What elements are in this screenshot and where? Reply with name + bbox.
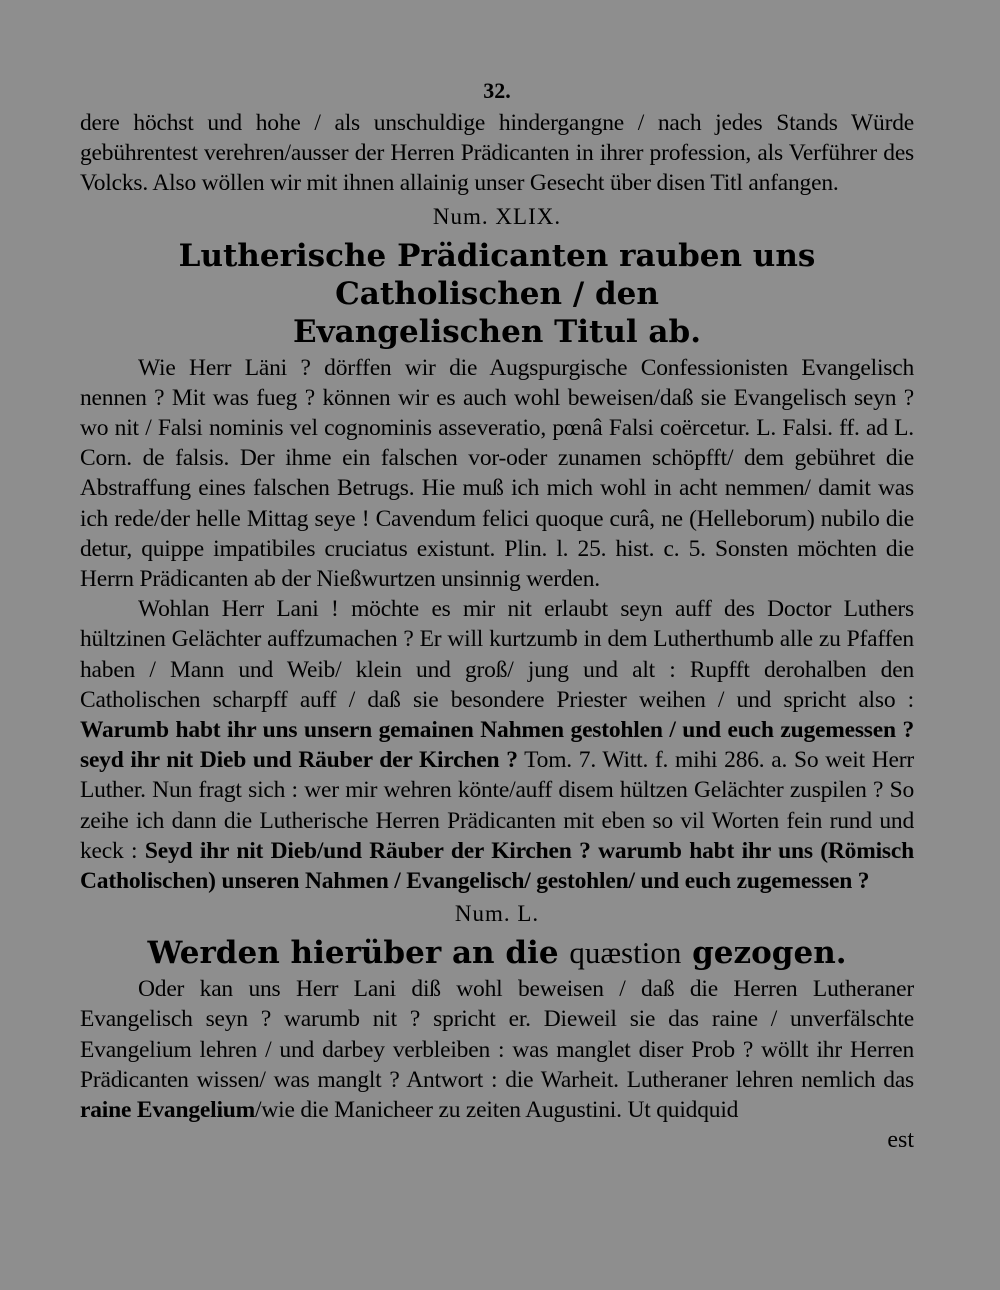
section-title-suffix: gezogen. [692,935,847,972]
section-title-l [80,934,914,972]
opening-paragraph: dere höchst und hohe / als unschuldige hindergangne / nach jedes Stands Würde gebührentest verehren/ausser der Herren Prädicanten in ihrer profession, als Verführer des Volcks. Also wöllen wir mit ihnen allainig unser Gesecht über disen Titl anfangen. [80,110,914,197]
paragraph-text-continued: Tom. 7. Witt. f. mihi 286. a. So weit Herr Luther. Nun fragt sich : wer mir wehren könte/auff disem hültzen Gelächter zuspilen ? So zeihe ich dann die Lutherische Herren Prädicanten mit eben so vil Worten fein rund und keck : [80,747,914,864]
section-paragraph-l [80,974,914,1125]
paragraph-text-end: /wie die Manicheer zu zeiten Augustini. Ut quidquid [255,1097,739,1124]
section-title-line-1: Lutherische Prädicanten rauben uns Catholischen / den [178,237,816,312]
section-title-latin: quæstion [569,935,682,971]
bold-phrase: raine Evangelium [80,1097,256,1124]
luther-quote: Warumb habt ihr uns unsern gemainen Nahmen gestohlen / und euch zugemessen ? seyd ihr nit Dieb und Räuber der Kirchen ? [80,717,914,774]
section-paragraph-2 [80,594,914,896]
section-paragraph: Wie Herr Läni ? dörffen wir die Augspurgische Confessionisten Evangelisch nennen ? Mit was fueg ? können wir es auch wohl beweisen/daß sie Evangelisch seyn ? wo nit / Falsi nominis vel cognominis asseveratio, pœnâ Falsi coërcetur. L. Falsi. ff. ad L. Corn. de falsis. Der ihme ein falschen vor-oder zunamen schöpfft/ dem gebühret die Abstraffung eines falschen Betrugs. Hie muß ich mich wohl in acht nemmen/ damit was ich rede/der helle Mittag seye ! Cavendum felici quoque curâ, ne (Helleborum) nubilo die detur, quippe impatibiles cruciatus existunt. Plin. l. 25. hist. c. 5. Sonsten möchten die Herrn Prädicanten ab der Nießwurtzen unsinnig werden. [80,354,914,593]
catchword: est [887,1127,914,1154]
paragraph-text: Wohlan Herr Lani ! möchte es mir nit erlaubt seyn auff des Doctor Luthers hültzinen Gelächter auffzumachen ? Er will kurtzumb in dem Lutherthumb alle zu Pfaffen haben / Mann und Weib/ klein und groß/ jung und alt : Rupfft derohalben den Catholischen scharpff auff / daß sie besondere Priester weihen / und spricht also : [80,596,914,713]
section-title-line-2: Evangelischen Titul ab. [293,313,701,350]
page-number: 32. [483,78,511,103]
rebuttal-quote: Seyd ihr nit Dieb/und Räuber der Kirchen ? warumb habt ihr uns (Römisch Catholischen) unseren Nahmen / Evangelisch/ gestohlen/ und euch zugemessen ? [80,837,914,895]
section-number-xlix: Num. XLIX. [432,203,562,229]
section-number-l: Num. L. [454,901,540,927]
paragraph-text: Oder kan uns Herr Lani diß wohl beweisen / daß die Herren Lutheraner Evangelisch seyn ? warumb nit ? spricht er. Dieweil sie das raine / unverfälschte Evangelium lehren / und darbey verbleiben : was manglet diser Prob ? wöllt ihr Herren Prädicanten wissen/ was manglt ? Antwort : die Warheit. Lutheraner lehren nemlich das [80,976,914,1093]
section-title-prefix: Werden hierüber an die [147,935,559,972]
section-title-xlix [80,237,914,351]
